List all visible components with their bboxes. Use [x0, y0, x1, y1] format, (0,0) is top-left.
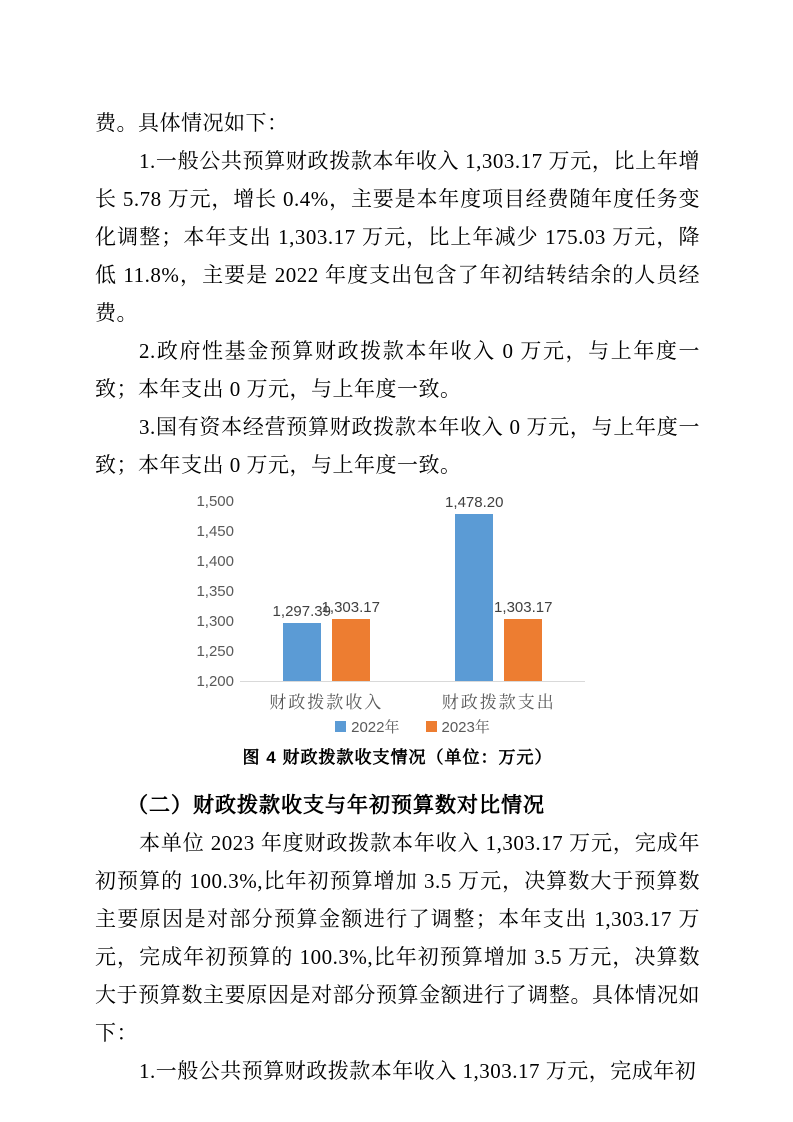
category-label: 财政拨款收入 — [269, 693, 384, 712]
bar-2022年-财政拨款支出 — [455, 514, 493, 681]
y-axis-tick-label: 1,250 — [196, 643, 234, 660]
bar-chart — [95, 490, 700, 740]
bar-2022年-财政拨款收入 — [283, 623, 321, 681]
bar-2023年-财政拨款收入 — [332, 619, 370, 681]
paragraph: 1.一般公共预算财政拨款本年收入 1,303.17 万元，比上年增长 5.78 万元，增长 0.4%，主要是本年度项目经费随年度任务变化调整；本年支出 1,303.17 万元，比上年减少 175.03 万元，降低 11.8%，主要是 2022 年度支出包含了年初结转结余的人员经费。 — [95, 149, 700, 325]
paragraph: 3.国有资本经营预算财政拨款本年收入 0 万元，与上年度一致；本年支出 0 万元，与上年度一致。 — [95, 415, 700, 477]
bar-value-label: 1,303.17 — [321, 599, 380, 617]
category-label: 财政拨款支出 — [441, 693, 556, 712]
bar-value-label: 1,297.39 — [272, 602, 331, 620]
legend-swatch-icon — [426, 721, 437, 732]
bar-value-label: 1,303.17 — [494, 599, 553, 617]
bar-2023年-财政拨款支出 — [504, 619, 542, 681]
legend-swatch-icon — [335, 721, 346, 732]
y-axis-tick-label: 1,500 — [196, 493, 234, 510]
y-axis-tick-label: 1,350 — [196, 583, 234, 600]
paragraph: 本单位 2023 年度财政拨款本年收入 1,303.17 万元，完成年初预算的 100.3%,比年初预算增加 3.5 万元，决算数大于预算数主要原因是对部分预算金额进行了调整；本年支出 1,303.17 万元，完成年初预算的 100.3%,比年初预算增加 3.5 万元，决算数大于预算数主要原因是对部分预算金额进行了调整。具体情况如下： — [95, 831, 700, 1045]
paragraph: 2.政府性基金预算财政拨款本年收入 0 万元，与上年度一致；本年支出 0 万元，与上年度一致。 — [95, 339, 700, 401]
figure-caption: 图 4 财政拨款收支情况（单位：万元） — [242, 748, 553, 767]
legend-label: 2022年 — [351, 719, 400, 736]
x-axis — [240, 688, 585, 712]
y-axis-tick-label: 1,400 — [196, 553, 234, 570]
bar-value-label: 1,478.20 — [445, 494, 504, 512]
plot-area — [240, 494, 585, 682]
legend-label: 2023年 — [441, 719, 490, 736]
legend-item — [335, 716, 399, 737]
section-heading: （二）财政拨款收支与年初预算数对比情况 — [127, 793, 545, 817]
y-axis-tick-label: 1,200 — [196, 673, 234, 690]
paragraph: 1.一般公共预算财政拨款本年收入 1,303.17 万元，完成年初 — [139, 1059, 697, 1083]
y-axis — [196, 493, 234, 690]
paragraph: 费。具体情况如下： — [95, 111, 289, 135]
y-axis-tick-label: 1,450 — [196, 523, 234, 540]
y-axis-tick-label: 1,300 — [196, 613, 234, 630]
legend — [240, 716, 585, 737]
legend-item — [426, 716, 490, 737]
